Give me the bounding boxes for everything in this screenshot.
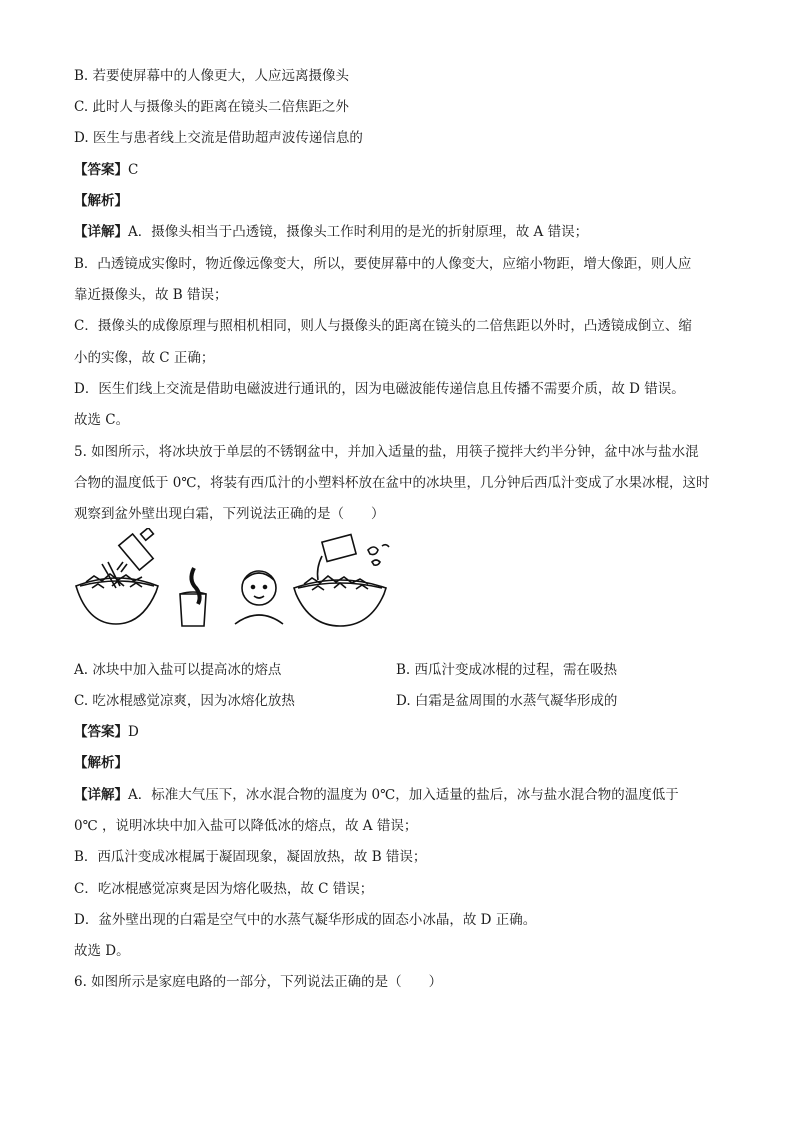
answer-value: D [128, 724, 139, 740]
detail-a-text: A．摄像头相当于凸透镜，摄像头工作时利用的是光的折射原理，故 A 错误； [128, 224, 589, 240]
q4-answer [74, 160, 138, 180]
answer-tag: 【答案】 [74, 162, 128, 178]
q4-option-b: B. 若要使屏幕中的人像更大，人应远离摄像头 [74, 68, 350, 84]
q5-detail-a1 [74, 785, 679, 805]
q4-option-c: C. 此时人与摄像头的距离在镜头二倍焦距之外 [74, 99, 349, 115]
right-bowl [294, 580, 386, 626]
q5-stem-2: 合物的温度低于 0℃，将装有西瓜汁的小塑料杯放在盆中的冰块里，几分钟后西瓜汁变成了水果冰棍，这时 [74, 475, 710, 491]
q4-detail-a [74, 222, 588, 242]
answer-value: C [128, 162, 139, 178]
q5-option-b: B. 西瓜汁变成冰棍的过程，需在吸热 [396, 662, 618, 678]
q4-option-d: D. 医生与患者线上交流是借助超声波传递信息的 [74, 130, 363, 146]
cup [180, 594, 206, 626]
q5-detail-b: B．西瓜汁变成冰棍属于凝固现象，凝固放热，故 B 错误； [74, 849, 427, 865]
q4-detail-c2: 小的实像，故 C 正确； [74, 350, 215, 366]
child-head [242, 571, 276, 605]
detail-tag: 【详解】 [74, 787, 128, 803]
q5-illustration [72, 528, 402, 628]
ice-pop-stick [191, 568, 199, 604]
q5-analysis-tag: 【解析】 [74, 755, 128, 771]
q5-detail-c: C．吃冰棍感觉凉爽是因为熔化吸热，故 C 错误； [74, 881, 374, 897]
detail-tag: 【详解】 [74, 224, 128, 240]
q4-detail-c1: C．摄像头的成像原理与照相机相同，则人与摄像头的距离在镜头的二倍焦距以外时，凸透镜成倒立、缩 [74, 318, 692, 334]
q5-answer [74, 722, 139, 742]
q5-stem-1: 5. 如图所示，将冰块放于单层的不锈钢盆中，并加入适量的盐，用筷子搅拌大约半分钟，盆中冰与盐水混 [74, 444, 699, 460]
q6-stem: 6. 如图所示是家庭电路的一部分，下列说法正确的是（ ） [74, 974, 443, 990]
q4-conclusion: 故选 C。 [74, 412, 130, 428]
q5-option-a: A. 冰块中加入盐可以提高冰的熔点 [74, 662, 282, 678]
q4-detail-d: D．医生们线上交流是借助电磁波进行通讯的，因为电磁波能传递信息且传播不需要介质，故 D 错误。 [74, 381, 685, 397]
q5-stem-3: 观察到盆外壁出现白霜，下列说法正确的是（ ） [74, 506, 385, 522]
q5-option-c: C. 吃冰棍感觉凉爽，因为冰熔化放热 [74, 693, 295, 709]
q5-figure [72, 528, 402, 628]
q5-option-d: D. 白霜是盆周围的水蒸气凝华形成的 [396, 693, 618, 709]
detail-a1-text: A．标准大气压下，冰水混合物的温度为 0℃，加入适量的盐后，冰与盐水混合物的温度低于 [128, 787, 679, 803]
q4-detail-b1: B．凸透镜成实像时，物近像远像变大，所以，要使屏幕中的人像变大，应缩小物距，增大像距，则人应 [74, 256, 692, 272]
juice-carton [322, 534, 356, 561]
left-bowl [76, 578, 158, 624]
q5-conclusion: 故选 D。 [74, 943, 130, 959]
q5-detail-a2: 0℃ ，说明冰块中加入盐可以降低冰的熔点，故 A 错误； [74, 818, 418, 834]
q5-detail-d: D．盆外壁出现的白霜是空气中的水蒸气凝华形成的固态小冰晶，故 D 正确。 [74, 912, 537, 928]
answer-tag: 【答案】 [74, 724, 128, 740]
q4-detail-b2: 靠近摄像头，故 B 错误； [74, 287, 228, 303]
q4-analysis-tag: 【解析】 [74, 193, 128, 209]
